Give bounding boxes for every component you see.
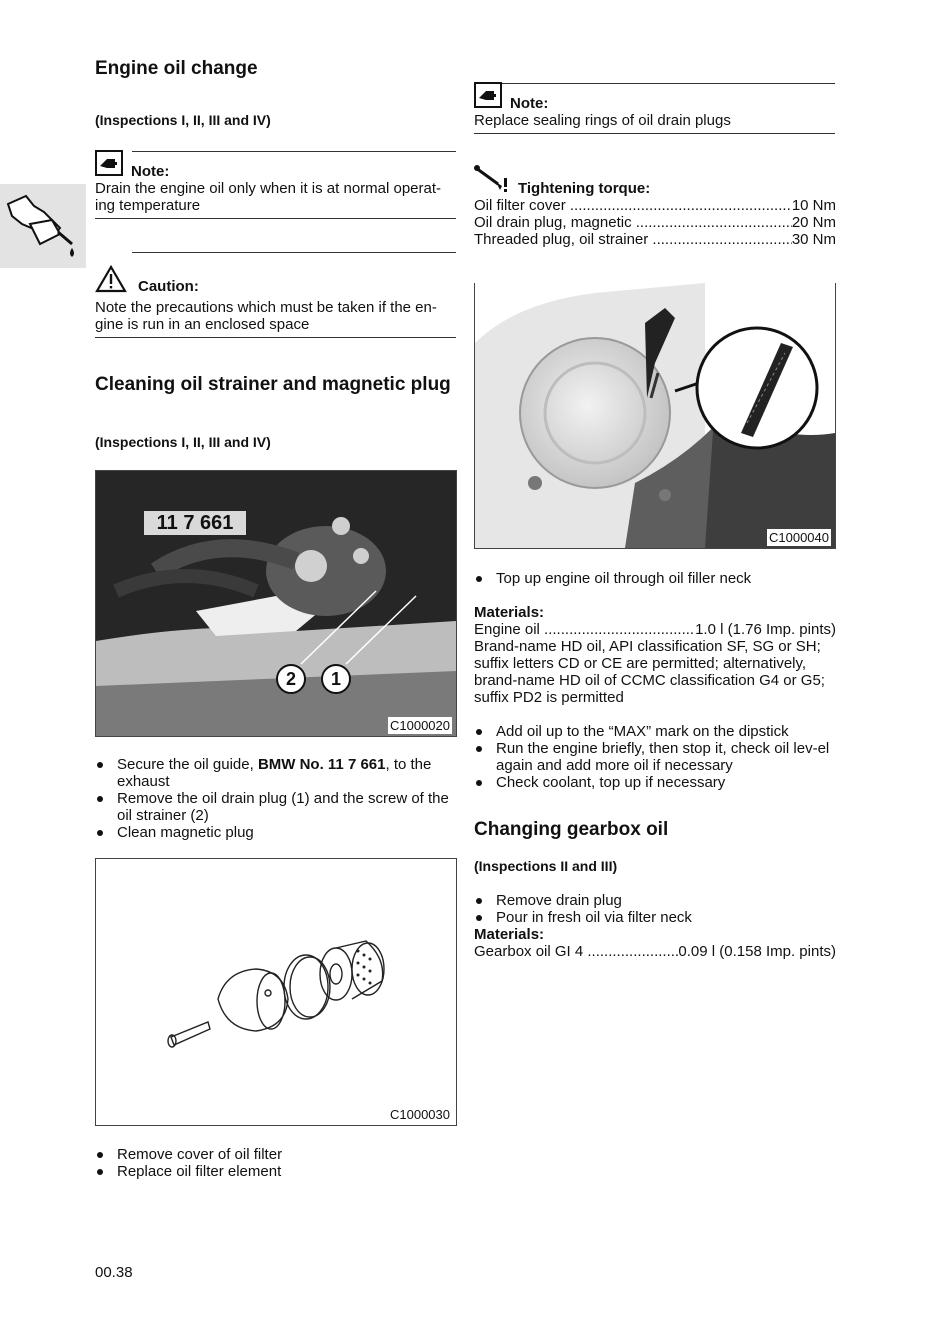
callout-2: 2 (276, 664, 306, 694)
engine-oil-inspections: (Inspections I, II, III and IV) (95, 112, 271, 128)
list-item: Run the engine briefly, then stop it, check oil lev-el again and add more oil if necessary (474, 740, 836, 774)
list-item: Pour in fresh oil via filter neck (474, 909, 836, 926)
torque-label: Tightening torque: (518, 180, 651, 197)
divider (132, 252, 456, 253)
oil-can-hand-icon (0, 184, 86, 268)
torque-row (474, 197, 836, 214)
torque-row (474, 231, 836, 248)
gearbox-oil-item: Gearbox oil GI 4 ..... (474, 943, 678, 960)
note-icon (474, 82, 502, 108)
list-item: Replace oil filter element (95, 1163, 457, 1180)
oil-steps (474, 723, 836, 791)
strainer-title: Cleaning oil strainer and magnetic plug (95, 374, 451, 395)
figure-code: C1000020 (390, 718, 450, 733)
list-item: Check coolant, top up if necessary (474, 774, 836, 791)
list-item: Remove cover of oil filter (95, 1146, 457, 1163)
divider (132, 151, 456, 152)
filter-steps (95, 1146, 457, 1180)
torque-row (474, 214, 836, 231)
note-label: Note: (131, 163, 170, 180)
torque-value: 30 Nm (791, 231, 836, 248)
callout-1: 1 (321, 664, 351, 694)
materials-block (474, 604, 836, 706)
engine-dipstick-illustration (475, 283, 835, 548)
torque-wrench-icon (474, 164, 514, 194)
engine-oil-item: Engine oil ..... (474, 621, 695, 638)
gearbox-materials (474, 926, 836, 960)
divider (474, 133, 835, 134)
caution-label: Caution: (138, 278, 199, 295)
note-label: Note: (510, 95, 549, 112)
materials-label: Materials: (474, 926, 545, 943)
list-item: Remove drain plug (474, 892, 836, 909)
caution-text: Note the precautions which must be taken if the en-gine is run in an enclosed space (95, 299, 437, 333)
divider (95, 218, 456, 219)
materials-text: Brand-name HD oil, API classification SF, SG or SH; suffix letters CD or CE are permitted; alternatively, brand-name HD oil of CCMC classification G4 or G5; suffix PD2 is permitted (474, 638, 825, 706)
engine-oil-row (474, 621, 836, 638)
engine-oil-change-title: Engine oil change (95, 58, 258, 79)
torque-item: Oil filter cover ..... (474, 197, 792, 214)
topup-steps (474, 570, 836, 587)
caution-icon (95, 265, 127, 293)
oil-filter-exploded-illustration (96, 859, 456, 1125)
torque-value: 10 Nm (791, 197, 836, 214)
torque-table (474, 197, 836, 248)
divider (95, 337, 456, 338)
list-item: Clean magnetic plug (95, 824, 457, 841)
oil-guide-photo (95, 470, 457, 737)
strainer-inspections: (Inspections I, II, III and IV) (95, 434, 271, 450)
gearbox-oil-row (474, 943, 836, 960)
engine-oil-value: 1.0 l (1.76 Imp. pints) (695, 621, 836, 638)
strainer-steps (95, 756, 457, 841)
figure-code: C1000040 (769, 530, 829, 545)
figure-code: C1000030 (390, 1107, 450, 1122)
divider (474, 83, 835, 84)
gearbox-oil-value: 0.09 l (0.158 Imp. pints) (678, 943, 836, 960)
page-number: 00.38 (95, 1264, 133, 1281)
note-text: Drain the engine oil only when it is at normal operat-ing temperature (95, 180, 442, 214)
list-item: Add oil up to the “MAX” mark on the dipstick (474, 723, 836, 740)
list-item: Top up engine oil through oil filler neck (474, 570, 836, 587)
list-item: Secure the oil guide, BMW No. 11 7 661, to the exhaust (95, 756, 457, 790)
torque-item: Threaded plug, oil strainer ..... (474, 231, 792, 248)
oil-filter-drawing (95, 858, 457, 1126)
gearbox-title: Changing gearbox oil (474, 819, 669, 840)
dipstick-photo (474, 283, 836, 549)
tool-number-label: 11 7 661 (144, 511, 246, 535)
torque-value: 20 Nm (791, 214, 836, 231)
materials-label: Materials: (474, 604, 545, 621)
section-tab (0, 184, 86, 268)
torque-item: Oil drain plug, magnetic ..... (474, 214, 792, 231)
note-text: Replace sealing rings of oil drain plugs (474, 112, 731, 129)
list-item: Remove the oil drain plug (1) and the screw of the oil strainer (2) (95, 790, 457, 824)
note-icon (95, 150, 123, 176)
gearbox-steps (474, 892, 836, 926)
gearbox-inspections: (Inspections II and III) (474, 858, 618, 874)
